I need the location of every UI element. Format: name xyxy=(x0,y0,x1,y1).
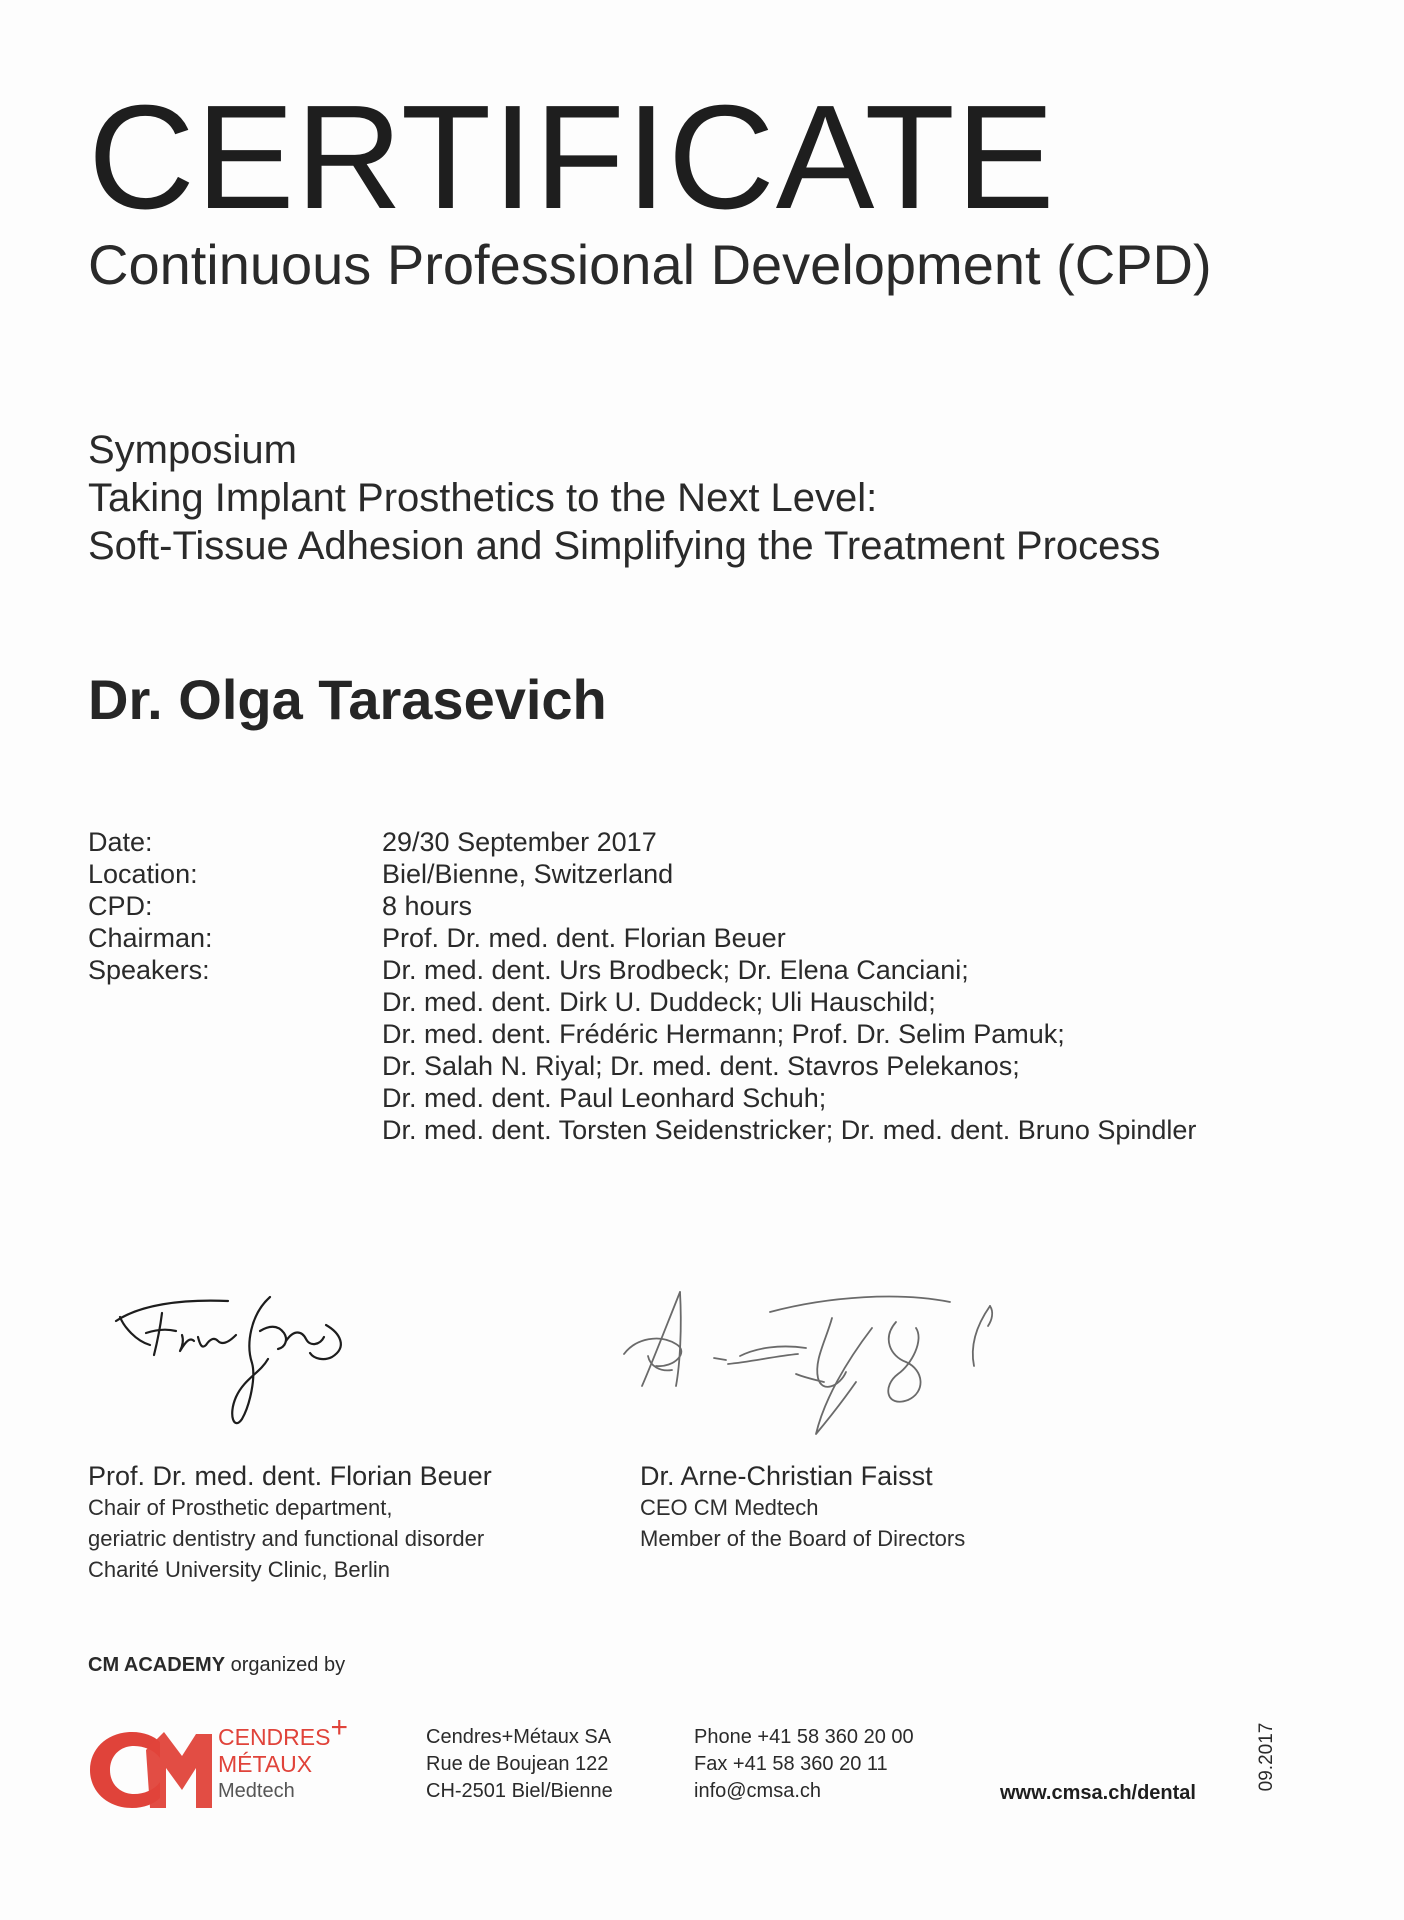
location-value: Biel/Bienne, Switzerland xyxy=(382,859,674,889)
speakers-line-6: Dr. med. dent. Torsten Seidenstricker; Dr. med. dent. Bruno Spindler xyxy=(382,1115,1197,1145)
website-link: www.cmsa.ch/dental xyxy=(1000,1782,1196,1804)
location-label: Location: xyxy=(88,859,198,889)
speakers-line-1: Dr. med. dent. Urs Brodbeck; Dr. Elena Canciani; xyxy=(382,955,969,985)
phone: Phone +41 58 360 20 00 xyxy=(694,1726,914,1748)
handwritten-signature-icon xyxy=(620,1282,1020,1452)
document-version: 09.2017 xyxy=(1256,1722,1277,1792)
company-logo-text xyxy=(218,1711,348,1805)
signatory-name: Dr. Arne-Christian Faisst xyxy=(640,1461,933,1491)
address-line: Cendres+Métaux SA xyxy=(426,1726,612,1748)
chairman-value: Prof. Dr. med. dent. Florian Beuer xyxy=(382,923,786,953)
logo-line-3: Medtech xyxy=(218,1780,295,1802)
cpd-value: 8 hours xyxy=(382,891,473,921)
details-values xyxy=(382,826,1196,1146)
speakers-line-4: Dr. Salah N. Riyal; Dr. med. dent. Stavros Pelekanos; xyxy=(382,1051,1020,1081)
cpd-label: CPD: xyxy=(88,891,153,921)
logo-line-2: MÉTAUX xyxy=(218,1751,313,1777)
symposium-label: Symposium xyxy=(88,428,297,472)
company-address xyxy=(426,1724,613,1805)
speakers-line-5: Dr. med. dent. Paul Leonhard Schuh; xyxy=(382,1083,827,1113)
address-line: Rue de Boujean 122 xyxy=(426,1753,609,1775)
organized-by xyxy=(88,1652,345,1678)
recipient-name: Dr. Olga Tarasevich xyxy=(88,668,607,731)
signatory-title-line: Charité University Clinic, Berlin xyxy=(88,1557,390,1582)
address-line: CH-2501 Biel/Bienne xyxy=(426,1780,613,1802)
date-label: Date: xyxy=(88,827,153,857)
fax: Fax +41 58 360 20 11 xyxy=(694,1753,888,1775)
logo-line-1: CENDRES xyxy=(218,1724,331,1750)
signatory-1 xyxy=(88,1460,492,1585)
chairman-label: Chairman: xyxy=(88,923,213,953)
signatory-title-line: CEO CM Medtech xyxy=(640,1495,819,1520)
email: info@cmsa.ch xyxy=(694,1780,822,1802)
signatory-title-line: Member of the Board of Directors xyxy=(640,1526,966,1551)
details-labels xyxy=(88,826,213,986)
symposium-title-line-1: Taking Implant Prosthetics to the Next Level: xyxy=(88,476,878,520)
speakers-line-3: Dr. med. dent. Frédéric Hermann; Prof. Dr. Selim Pamuk; xyxy=(382,1019,1065,1049)
signatory-2 xyxy=(640,1460,965,1554)
signatory-title-line: geriatric dentistry and functional disorder xyxy=(88,1526,485,1551)
cm-academy-label: CM ACADEMY xyxy=(88,1654,226,1676)
certificate-title: CERTIFICATE xyxy=(88,75,1056,240)
cm-logo-icon xyxy=(88,1728,216,1814)
signatory-title-line: Chair of Prosthetic department, xyxy=(88,1495,393,1520)
handwritten-signature-icon xyxy=(110,1285,370,1435)
signatory-name: Prof. Dr. med. dent. Florian Beuer xyxy=(88,1461,492,1491)
speakers-line-2: Dr. med. dent. Dirk U. Duddeck; Uli Hauschild; xyxy=(382,987,936,1017)
company-contact xyxy=(694,1724,914,1805)
speakers-label: Speakers: xyxy=(88,955,210,985)
date-value: 29/30 September 2017 xyxy=(382,827,657,857)
symposium-title-line-2: Soft-Tissue Adhesion and Simplifying the Treatment Process xyxy=(88,524,1161,568)
symposium-block xyxy=(88,426,1160,570)
certificate-subtitle: Continuous Professional Development (CPD) xyxy=(88,233,1212,296)
logo-plus: + xyxy=(330,1711,348,1744)
organized-by-text: organized by xyxy=(225,1654,346,1676)
